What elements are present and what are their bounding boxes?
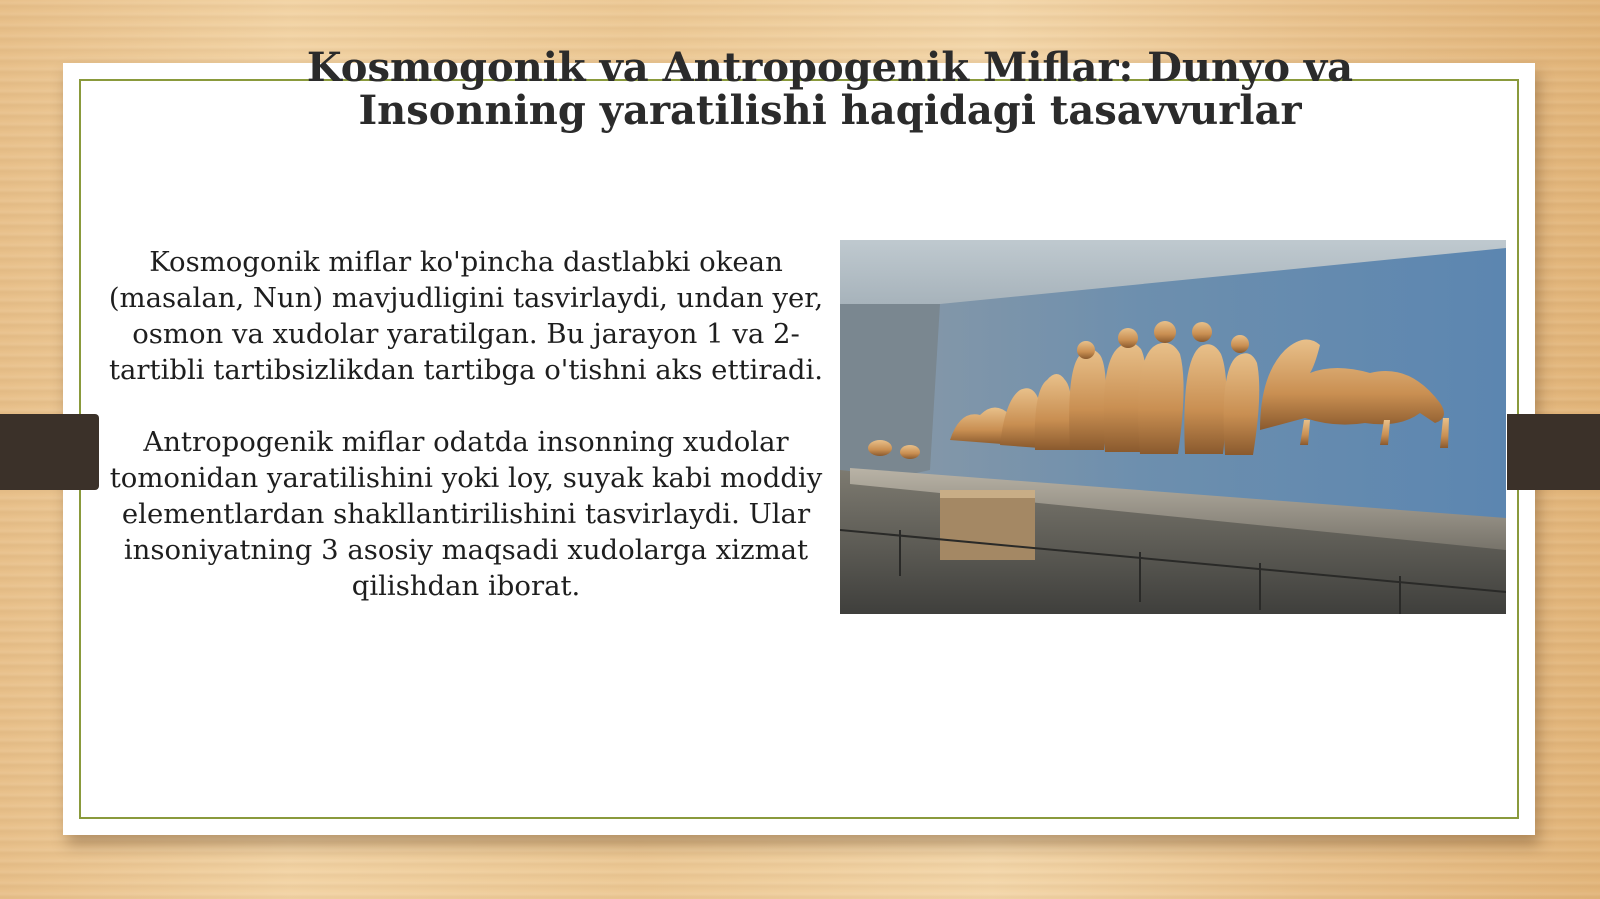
slide-title: Kosmogonik va Antropogenik Miflar: Dunyo va Insonning yaratilishi haqidagi tasavvurlar: [306, 44, 1354, 134]
paragraph-cosmogonic: Kosmogonik miflar ko'pincha dastlabki okean (masalan, Nun) mavjudligini tasvirlaydi, undan yer, osmon va xudolar yaratilgan. Bu jarayon 1 va 2-tartibli tartibsizlikdan tartibga o'tishni aks ettiradi.: [108, 246, 824, 386]
sculpture-gallery-illustration: [840, 240, 1506, 614]
body-text-column: [108, 244, 824, 604]
paragraph-anthropogenic: Antropogenik miflar odatda insonning xudolar tomonidan yaratilishini yoki loy, suyak kabi moddiy elementlardan shakllantirilishini tasvirlaydi. Ular insoniyatning 3 asosiy maqsadi xudolarga xizmat qilishdan iborat.: [109, 426, 823, 602]
right-decorative-tab: [1507, 414, 1600, 490]
left-decorative-tab: [0, 414, 99, 490]
museum-sculpture-photo: [840, 240, 1506, 614]
